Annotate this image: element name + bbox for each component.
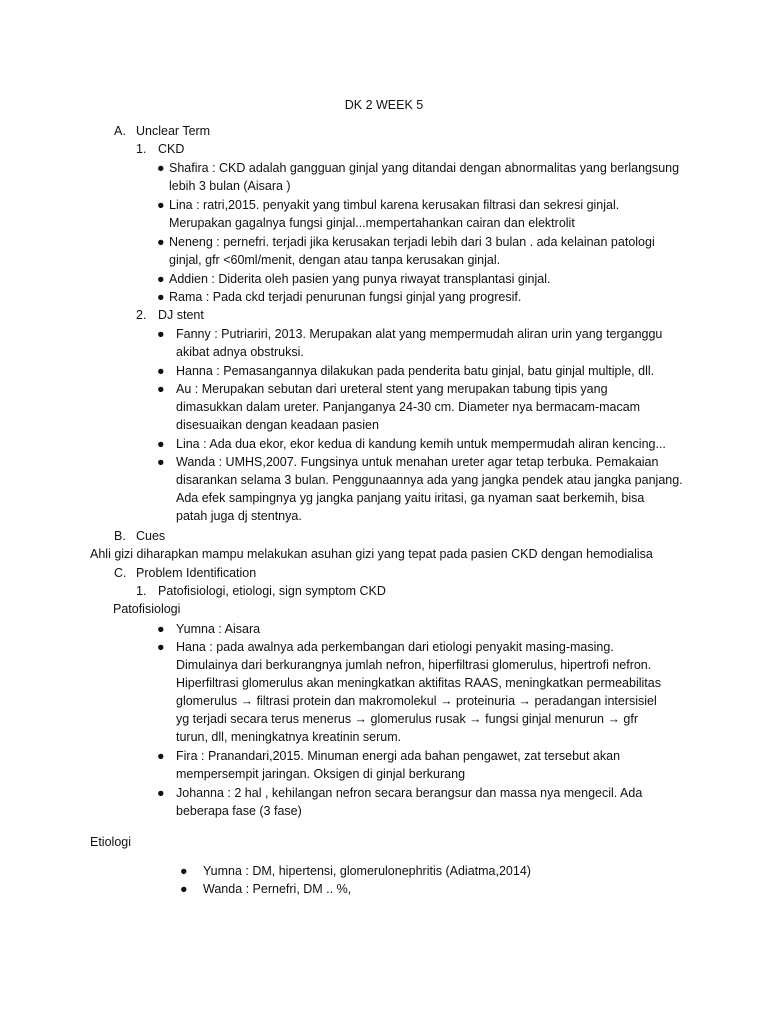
- dj-bullet-5-line-4: patah juga dj stentnya.: [176, 509, 302, 523]
- pato-bullet-2-line-3: Hiperfiltrasi glomerulus akan meningkatkan aktifitas RAAS, meningkatkan permeabilitas: [176, 676, 661, 690]
- pato-bullet-2-line-4: glomerulus → filtrasi protein dan makromolekul → proteinuria → peradangan intersisiel: [176, 694, 657, 708]
- bullet-icon: ●: [157, 640, 165, 654]
- ckd-bullet-4-line-1: Addien : Diderita oleh pasien yang punya riwayat transplantasi ginjal.: [169, 272, 551, 286]
- dj-bullet-3-line-2: dimasukkan dalam ureter. Panjanganya 24-30 cm. Diameter nya bermacam-macam: [176, 400, 641, 414]
- bullet-icon: ●: [157, 364, 165, 378]
- dj-bullet-5-line-2: disarankan selama 3 bulan. Penggunaannya ada yang jangka pendek atau jangka panjang.: [176, 473, 683, 487]
- item-c1-marker: 1.: [136, 584, 147, 598]
- bullet-icon: ●: [157, 272, 165, 286]
- dj-bullet-3-line-3: disesuaikan dengan keadaan pasien: [176, 418, 379, 432]
- dj-bullet-1-line-2: akibat adnya obstruksi.: [176, 345, 304, 359]
- bullet-icon: ●: [157, 437, 165, 451]
- bullet-icon: ●: [157, 382, 165, 396]
- etiologi-heading: Etiologi: [90, 835, 131, 849]
- bullet-icon: ●: [180, 864, 188, 878]
- dj-bullet-5-line-1: Wanda : UMHS,2007. Fungsinya untuk menahan ureter agar tetap terbuka. Pemakaian: [176, 455, 659, 469]
- ckd-bullet-3-line-1: Neneng : pernefri. terjadi jika kerusakan terjadi lebih dari 3 bulan . ada kelainan patologi: [169, 235, 655, 249]
- item-a1-marker: 1.: [136, 142, 147, 156]
- pato-bullet-2-line-6: turun, dll, meningkatnya kreatinin serum.: [176, 730, 402, 744]
- ckd-bullet-1-line-2: lebih 3 bulan (Aisara ): [169, 179, 291, 193]
- section-a-label: Unclear Term: [136, 124, 211, 138]
- item-a1-label: CKD: [158, 142, 185, 156]
- pato-bullet-3-line-2: mempersempit jaringan. Oksigen di ginjal berkurang: [176, 767, 466, 781]
- pato-bullet-2-line-2: Dimulainya dari berkurangnya jumlah nefron, hiperfiltrasi glomerulus, hipertrofi nefron.: [176, 658, 652, 672]
- ckd-bullet-2-line-2: Merupakan gagalnya fungsi ginjal...mempertahankan cairan dan elektrolit: [169, 216, 575, 230]
- ckd-bullet-3-line-2: ginjal, gfr <60ml/menit, dengan atau tanpa kerusakan ginjal.: [169, 253, 501, 267]
- section-c-marker: C.: [114, 566, 127, 580]
- pato-bullet-3-line-1: Fira : Pranandari,2015. Minuman energi ada bahan pengawet, zat tersebut akan: [176, 749, 621, 763]
- ckd-bullet-2-line-1: Lina : ratri,2015. penyakit yang timbul karena kerusakan filtrasi dan sekresi ginjal.: [169, 198, 620, 212]
- bullet-icon: ●: [157, 455, 165, 469]
- bullet-icon: ●: [157, 622, 165, 636]
- dj-bullet-4-line-1: Lina : Ada dua ekor, ekor kedua di kandung kemih untuk mempermudah aliran kencing...: [176, 437, 666, 451]
- dj-bullet-5-line-3: Ada efek sampingnya yg jangka panjang yaitu iritasi, ga nyaman saat berkemih, bisa: [176, 491, 645, 505]
- bullet-icon: ●: [157, 235, 165, 249]
- bullet-icon: ●: [157, 198, 165, 212]
- section-b-marker: B.: [114, 529, 126, 543]
- pato-bullet-2-line-1: Hana : pada awalnya ada perkembangan dari etiologi penyakit masing-masing.: [176, 640, 614, 654]
- dj-bullet-2-line-1: Hanna : Pemasangannya dilakukan pada penderita batu ginjal, batu ginjal multiple, dll.: [176, 364, 655, 378]
- bullet-icon: ●: [157, 290, 165, 304]
- document-title: DK 2 WEEK 5: [344, 98, 424, 112]
- item-a2-label: DJ stent: [158, 308, 204, 322]
- pato-bullet-4-line-1: Johanna : 2 hal , kehilangan nefron secara berangsur dan massa nya mengecil. Ada: [176, 786, 643, 800]
- ckd-bullet-5-line-1: Rama : Pada ckd terjadi penurunan fungsi ginjal yang progresif.: [169, 290, 522, 304]
- pato-bullet-1-line-1: Yumna : Aisara: [176, 622, 261, 636]
- dj-bullet-1-line-1: Fanny : Putriariri, 2013. Merupakan alat yang mempermudah aliran urin yang terganggu: [176, 327, 663, 341]
- bullet-icon: ●: [157, 161, 165, 175]
- section-c-label: Problem Identification: [136, 566, 257, 580]
- item-c1-label: Patofisiologi, etiologi, sign symptom CKD: [158, 584, 386, 598]
- item-a2-marker: 2.: [136, 308, 147, 322]
- bullet-icon: ●: [157, 327, 165, 341]
- etio-bullet-2-line-1: Wanda : Pernefri, DM .. %,: [203, 882, 352, 896]
- ckd-bullet-1-line-1: Shafira : CKD adalah gangguan ginjal yang ditandai dengan abnormalitas yang berlangsung: [169, 161, 680, 175]
- pato-bullet-4-line-2: beberapa fase (3 fase): [176, 804, 302, 818]
- bullet-icon: ●: [157, 749, 165, 763]
- cues-text: Ahli gizi diharapkan mampu melakukan asuhan gizi yang tepat pada pasien CKD dengan hemodialisa: [90, 547, 653, 561]
- etio-bullet-1-line-1: Yumna : DM, hipertensi, glomerulonephritis (Adiatma,2014): [203, 864, 531, 878]
- dj-bullet-3-line-1: Au : Merupakan sebutan dari ureteral stent yang merupakan tabung tipis yang: [176, 382, 608, 396]
- patofisiologi-heading: Patofisiologi: [113, 602, 181, 616]
- section-b-label: Cues: [136, 529, 166, 543]
- section-a-marker: A.: [114, 124, 126, 138]
- bullet-icon: ●: [157, 786, 165, 800]
- bullet-icon: ●: [180, 882, 188, 896]
- pato-bullet-2-line-5: yg terjadi secara terus menerus → glomerulus rusak → fungsi ginjal menurun → gfr: [176, 712, 639, 726]
